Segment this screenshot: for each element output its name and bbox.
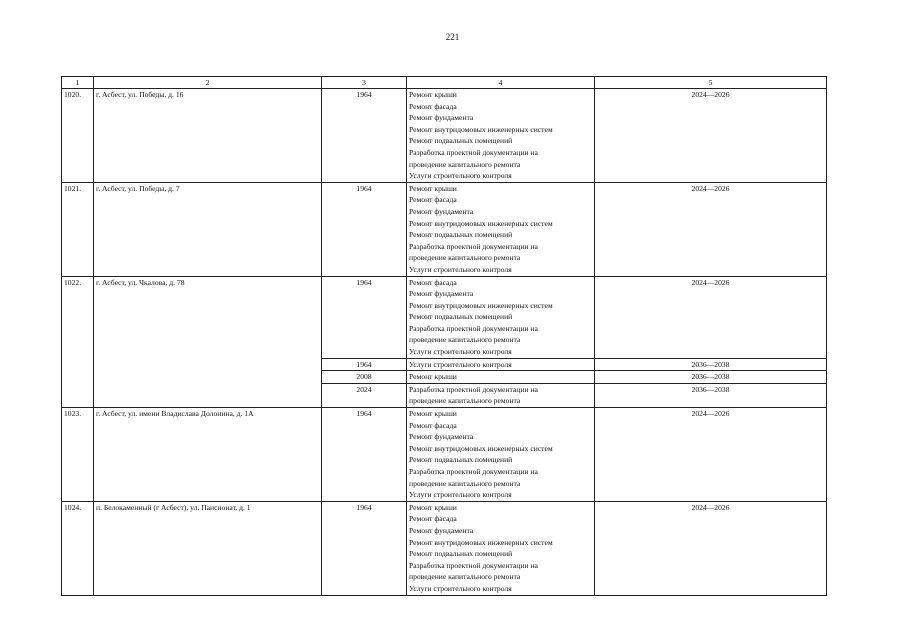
repair-work-item: Разработка проектной документации на: [409, 384, 538, 394]
table-body: [62, 77, 827, 596]
entry-number: 1020.: [62, 89, 94, 183]
repair-work-item: Ремонт крыши: [409, 90, 457, 99]
repair-work-item: проведение капитального ремонта: [409, 478, 521, 488]
commission-year: 1964: [322, 89, 407, 183]
repair-work-item: Ремонт фасада: [409, 101, 457, 111]
repair-work-item: Ремонт крыши: [409, 183, 457, 193]
repair-period: 2024—2026: [595, 276, 827, 358]
repair-work-item: Ремонт внутридомовых инженерных систем: [409, 124, 553, 134]
repair-work-item: Ремонт подвальных помещений: [409, 136, 513, 146]
table-row: [62, 89, 827, 183]
table-row: [62, 408, 827, 502]
repair-work-item: Ремонт внутридомовых инженерных систем: [409, 218, 553, 228]
repair-period: 2024—2026: [595, 182, 827, 276]
commission-year: 1964: [322, 358, 407, 371]
repair-work-item: Разработка проектной документации на: [409, 560, 538, 570]
repair-period: 2024—2026: [595, 89, 827, 183]
repair-work-item: Ремонт фундамента: [409, 113, 474, 123]
repair-work-item: Ремонт крыши: [409, 502, 457, 512]
repair-period: 2036—2038: [595, 371, 827, 384]
table-row: [62, 276, 827, 358]
entry-address: г. Асбест, ул. Победы, д. 7: [94, 182, 322, 276]
column-number-row: [62, 77, 827, 89]
repair-works-cell: [407, 182, 595, 276]
repair-work-item: Ремонт фасада: [409, 277, 457, 287]
column-number-3: 3: [322, 77, 407, 89]
repair-work-item: проведение капитального ремонта: [409, 335, 521, 345]
repair-period: 2024—2026: [595, 501, 827, 595]
repair-works-cell: [407, 89, 595, 183]
repair-work-item: Услуги строительного контроля: [409, 359, 512, 369]
repair-work-item: проведение капитального ремонта: [409, 253, 521, 263]
repair-work-item: Ремонт фундамента: [409, 432, 474, 442]
repair-work-item: Ремонт фасада: [409, 420, 457, 430]
repair-work-item: Ремонт крыши: [409, 409, 457, 419]
repair-period: 2036—2038: [595, 383, 827, 407]
repair-works-cell: [407, 408, 595, 502]
repair-work-item: Разработка проектной документации на: [409, 323, 538, 333]
repair-works-cell: [407, 358, 595, 371]
repair-work-item: проведение капитального ремонта: [409, 572, 521, 582]
entry-address: п. Белокаменный (г Асбест), ул. Пансионат, д. 1: [94, 501, 322, 595]
commission-year: 2008: [322, 371, 407, 384]
page-number: 221: [445, 32, 460, 42]
repair-work-item: Ремонт крыши: [409, 372, 457, 382]
repair-work-item: Ремонт внутридомовых инженерных систем: [409, 443, 553, 453]
repair-work-item: Услуги строительного контроля: [409, 264, 512, 274]
repair-work-item: проведение капитального ремонта: [409, 159, 521, 169]
entry-address: г. Асбест, ул. Чкалова, д. 78: [94, 276, 322, 408]
commission-year: 2024: [322, 383, 407, 407]
column-number-5: 5: [595, 77, 827, 89]
entry-number: 1023.: [62, 408, 94, 502]
repair-work-item: Ремонт фасада: [409, 195, 457, 205]
repair-works-cell: [407, 383, 595, 407]
repair-work-item: Ремонт фасада: [409, 514, 457, 524]
table-row: [62, 501, 827, 595]
commission-year: 1964: [322, 408, 407, 502]
repair-period: 2036—2038: [595, 358, 827, 371]
repair-work-item: проведение капитального ремонта: [409, 396, 521, 406]
column-number-4: 4: [407, 77, 595, 89]
capital-repair-table: [61, 76, 827, 596]
commission-year: 1964: [322, 501, 407, 595]
entry-number: 1022.: [62, 276, 94, 408]
repair-work-item: Ремонт подвальных помещений: [409, 549, 513, 559]
entry-number: 1024.: [62, 501, 94, 595]
column-number-2: 2: [94, 77, 322, 89]
repair-work-item: Услуги строительного контроля: [409, 171, 512, 181]
repair-work-item: Разработка проектной документации на: [409, 467, 538, 476]
commission-year: 1964: [322, 182, 407, 276]
entry-address: г. Асбест, ул. Победы, д. 16: [94, 89, 322, 183]
repair-work-item: Услуги строительного контроля: [409, 490, 512, 500]
commission-year: 1964: [322, 276, 407, 358]
repair-work-item: Ремонт фундамента: [409, 206, 474, 216]
repair-work-item: Ремонт подвальных помещений: [409, 230, 513, 240]
entry-address: г. Асбест, ул. имени Владислава Долонина, д. 1А: [94, 408, 322, 502]
entry-number: 1021.: [62, 182, 94, 276]
repair-work-item: Разработка проектной документации на: [409, 147, 538, 157]
repair-work-item: Ремонт фундамента: [409, 525, 474, 535]
repair-work-item: Услуги строительного контроля: [409, 347, 512, 357]
repair-works-cell: [407, 501, 595, 595]
table-row: [62, 182, 827, 276]
repair-work-item: Услуги строительного контроля: [409, 583, 512, 593]
repair-work-item: Ремонт внутридомовых инженерных систем: [409, 300, 553, 310]
repair-work-item: Ремонт внутридомовых инженерных систем: [409, 537, 553, 547]
repair-works-cell: [407, 371, 595, 384]
repair-work-item: Ремонт подвальных помещений: [409, 312, 513, 322]
repair-works-cell: [407, 276, 595, 358]
repair-period: 2024—2026: [595, 408, 827, 502]
repair-work-item: Ремонт фундамента: [409, 289, 474, 299]
column-number-1: 1: [62, 77, 94, 89]
repair-work-item: Ремонт подвальных помещений: [409, 455, 513, 465]
repair-work-item: Разработка проектной документации на: [409, 241, 538, 251]
